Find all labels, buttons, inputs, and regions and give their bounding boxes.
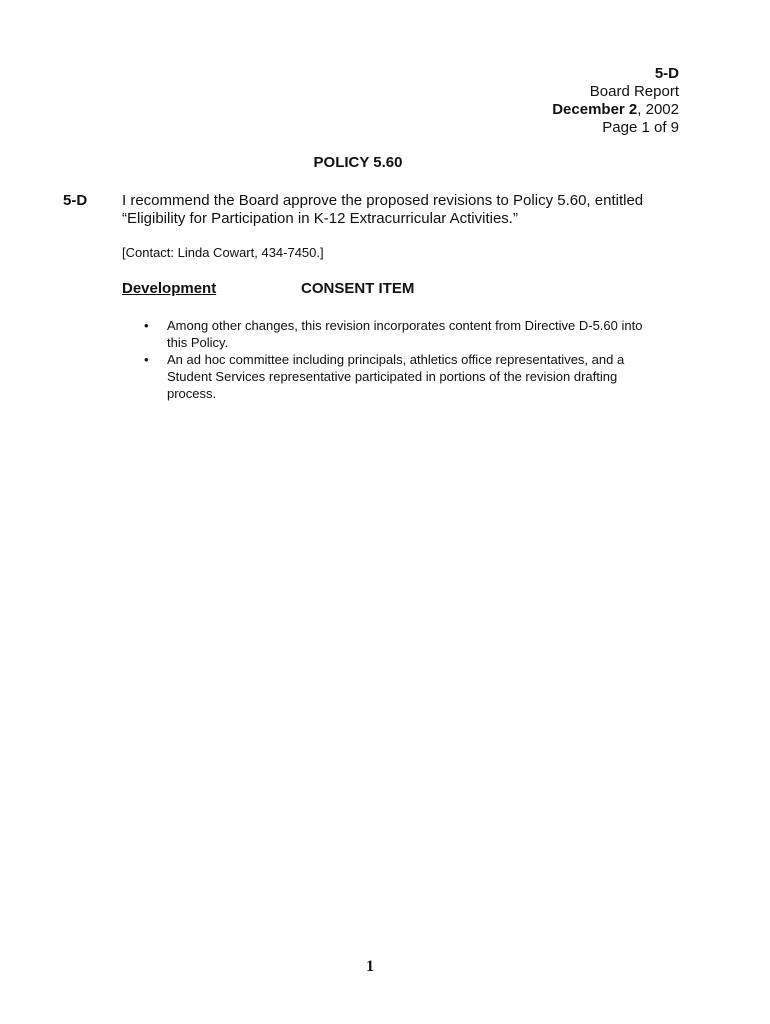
- report-header: [552, 65, 679, 137]
- recommendation-text: I recommend the Board approve the proposed revisions to Policy 5.60, entitled “Eligibility for Participation in K-12 Extracurricular Activities.”: [122, 192, 644, 227]
- item-type-label: CONSENT ITEM: [301, 280, 415, 297]
- bullet-list: [144, 317, 664, 402]
- section-label: Development: [122, 280, 217, 297]
- page-info: Page 1 of 9: [602, 119, 679, 136]
- report-date-year: , 2002: [637, 101, 679, 118]
- list-item: [144, 351, 664, 402]
- item-code: 5-D: [63, 192, 88, 209]
- report-date: [552, 101, 679, 119]
- contact-info: [Contact: Linda Cowart, 434-7450.]: [122, 245, 324, 260]
- policy-title: POLICY 5.60: [313, 154, 403, 171]
- bullet-text: Among other changes, this revision incorporates content from Directive D-5.60 into this Policy.: [167, 318, 643, 350]
- list-item: [144, 317, 664, 351]
- bullet-icon: •: [144, 318, 149, 333]
- bullet-text: An ad hoc committee including principals, athletics office representatives, and a Student Services representative participated in portions of the revision drafting process.: [167, 352, 625, 401]
- report-code: 5-D: [654, 65, 679, 82]
- bullet-icon: •: [144, 352, 149, 367]
- report-date-main: December 2: [552, 101, 638, 118]
- page-number: 1: [366, 958, 374, 975]
- report-type: Board Report: [589, 83, 679, 100]
